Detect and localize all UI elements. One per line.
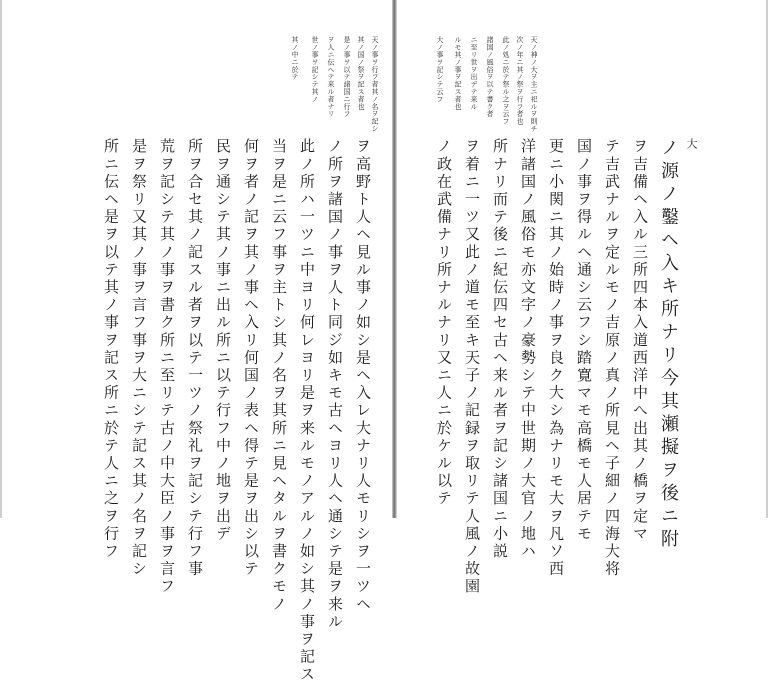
text-column: 当ヲ是ニ云フ事ヲ主トシ其ノ名ヲ其所ニ見ヘタルヲ書クモノ — [270, 138, 288, 614]
text-column: ヲ吉備ヘ入ル三所四本入道西洋中へ出其ノ橋ヲ定マ — [631, 138, 649, 543]
right-page — [397, 0, 766, 596]
text-column: 更ニ小関ニ其ノ始時ノ事ヲ良ク大シ為ナリモ大ヲ凡ソ西 — [547, 138, 565, 578]
margin-note: 天ノ神ノ大ヲ主ニ祀ルヲ則チ — [530, 36, 538, 133]
text-column: 是ヲ祭リ又其ノ事ヲ言フ事ヲ大ニシテ記ス其ノ名ヲ記シ — [130, 138, 148, 578]
margin-note: 諸国ノ風俗ヲ以テ書ク者 — [486, 36, 494, 118]
margin-note: 天ノ事ヲ行フ者其ノ名ヲ記シ — [371, 36, 379, 133]
margin-note: 次ノ年ニ其ノ祭ヲ行フ者也 — [516, 36, 524, 125]
margin-note: 是ノ事ヲ以テ諸国ニ行フ — [343, 36, 351, 118]
text-column: 所ナリ而テ後ニ紀伝四セ古ヘ来ル者ヲ記シ諸国ニ小説 — [491, 138, 509, 561]
text-column: 所ニ伝ヘ是ヲ以テ其ノ事ヲ記ス所ニ於テ人ニ之ヲ行フ — [102, 138, 120, 561]
margin-note: 世ノ事ヲ記シテ其ノ — [311, 36, 319, 103]
margin-note: ルモ其ノ事ヲ記ス者也 — [454, 36, 462, 110]
text-column: 荒ヲ記シテ其ノ事ヲ書ク所ニ至リテ古ノ中大臣ノ事ヲ言フ — [158, 138, 176, 596]
margin-note: 其ノ国ノ祭ヲ記ス者也 — [357, 36, 365, 110]
left-page — [2, 0, 392, 684]
text-column: テ吉武ナルヲ定ルモノ吉原ノ真ノ所見ヘ子細ノ四海大将 — [603, 138, 621, 578]
text-column: 民ヲ通シテ其ノ事ニ出ル所ニ以テ行フ中ノ地ヲ出デ — [214, 138, 232, 543]
margin-note: 此ノ処ニ於テ祭ル之ヲ云フ — [502, 36, 510, 125]
margin-note: 大ノ事ヲ記シテ云フ — [436, 36, 444, 103]
text-column: ヲ着ニ一ツ又此ノ道モ至キ天子ノ記録ヲ取リテ人風ノ故園 — [463, 138, 481, 596]
text-column: 所ヲ合セ其ノ記スル者ヲ以テ一ツノ祭礼ヲ記シテ行フ事 — [186, 138, 204, 578]
text-column: ノ所ヲ諸国ノ事ヲ人ト同ジ如キモ古ヘヨリ人ヘ通シテ是ヲ来ル — [326, 138, 344, 631]
section-heading: ノ源ノ鑿ヘ入キ所ナリ今其瀬擬ヲ後ニ附 — [658, 138, 679, 552]
margin-note: ヲ人ニ伝ヘテ来ル者ナリ — [327, 36, 335, 118]
text-column: ヲ高野ト人ヘ見ル事ノ如シ是ヘ入レ大ナリ人モリシヲ一ツヘ — [354, 138, 372, 614]
section-mark: 大 — [685, 138, 698, 149]
text-column: 洋諸国ノ風俗モ亦文字ノ豪勢シテ中世期ノ大官ノ地ハ — [519, 138, 537, 561]
text-column: 何ヲ者ノ記ヲ其ノ事ヘ入リ何国ノ表ヘ得テ是ヲ出シ以テ — [242, 138, 260, 578]
text-column: 此ノ所ハ一ツニ中ヨリ何レヨリ是ヲ来ルモノアルノ如シ其ノ事ヲ記ス — [298, 138, 316, 684]
margin-note: 其ノ中ニ於テ — [291, 36, 299, 81]
text-column: 国ノ事ヲ得ルヘ通シ云フシ踏寛マモ高橋モ人居テモ — [575, 138, 593, 543]
text-column: ノ政在武備ナリ所ナルナリ又ニ人ニ於ケル以テ — [435, 138, 453, 508]
margin-note: ニ至リ世ヲ出デテ来ル — [470, 36, 478, 110]
